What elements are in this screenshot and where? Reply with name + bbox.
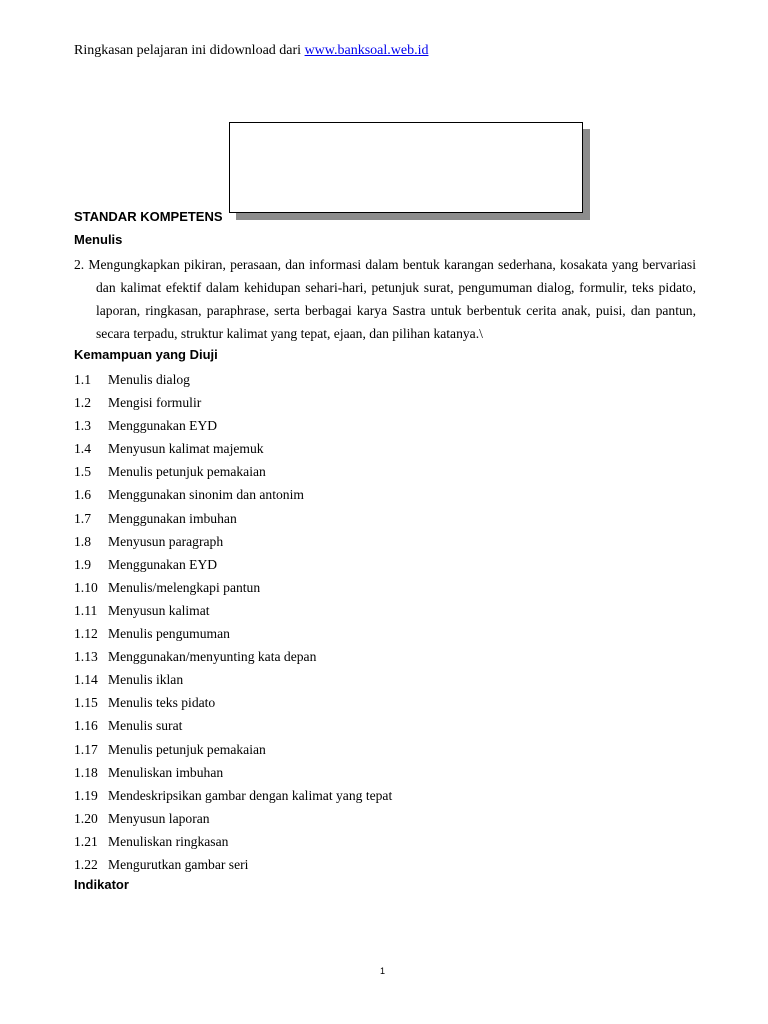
item-number: 1.1 xyxy=(74,372,91,387)
item-text: Menulis dialog xyxy=(108,372,190,387)
list-item xyxy=(74,645,392,668)
list-item xyxy=(74,530,392,553)
kemampuan-heading: Kemampuan yang Diuji xyxy=(74,347,218,362)
item-number: 1.20 xyxy=(74,810,98,826)
item-text: Mendeskripsikan gambar dengan kalimat yang tepat xyxy=(108,787,393,803)
item-text: Menggunakan sinonim dan antonim xyxy=(108,487,304,503)
list-item xyxy=(74,668,392,691)
download-source-text: Ringkasan pelajaran ini didownload dari xyxy=(74,43,305,58)
item-number: 1.19 xyxy=(74,787,98,803)
item-text: Menulis petunjuk pemakaian xyxy=(108,741,266,757)
item-number: 1.12 xyxy=(74,626,98,642)
standar-kompetensi-heading: STANDAR KOMPETENS xyxy=(74,209,223,224)
list-item xyxy=(74,622,392,645)
list-item xyxy=(74,761,392,784)
list-item xyxy=(74,691,392,714)
item-text: Menggunakan/menyunting kata depan xyxy=(108,649,317,665)
list-item xyxy=(74,784,392,807)
item-number: 1.9 xyxy=(74,556,91,572)
item-number: 1.2 xyxy=(74,395,91,411)
item-text: Menulis teks pidato xyxy=(108,695,216,711)
item-number: 1.8 xyxy=(74,533,91,549)
item-number: 1.14 xyxy=(74,672,98,688)
item-number: 1.22 xyxy=(74,856,98,872)
item-number: 1.11 xyxy=(74,602,98,618)
standar-kompetensi-text: 2. Mengungkapkan pikiran, perasaan, dan informasi dalam bentuk karangan sederhana, kosakata yang bervariasi dan kalimat efektif dalam kehidupan sehari-hari, petunjuk surat, pengumuman dialog, formulir, teks pidato, laporan, ringkasan, paraphrase, serta berbagai karya Sastra untuk berbentuk cerita anak, puisi, dan pantun, secara terpadu, struktur kalimat yang tepat, ejaan, dan pilihan katanya.\ xyxy=(74,257,696,341)
download-source-line xyxy=(74,43,428,59)
list-item xyxy=(74,853,392,876)
list-item xyxy=(74,738,392,761)
item-text: Menyusun laporan xyxy=(108,810,210,826)
list-item xyxy=(74,507,392,530)
list-item xyxy=(74,483,392,506)
item-number: 1.17 xyxy=(74,741,98,757)
list-item xyxy=(74,368,392,391)
item-number: 1.13 xyxy=(74,649,98,665)
list-item xyxy=(74,807,392,830)
list-item xyxy=(74,714,392,737)
item-number: 1.15 xyxy=(74,695,98,711)
item-number: 1.3 xyxy=(74,418,91,434)
item-text: Menyusun paragraph xyxy=(108,533,224,549)
item-text: Menuliskan ringkasan xyxy=(108,833,229,849)
item-number: 1.18 xyxy=(74,764,98,780)
list-item xyxy=(74,437,392,460)
item-number: 1.6 xyxy=(74,487,91,503)
item-number: 1.7 xyxy=(74,510,91,526)
list-item xyxy=(74,576,392,599)
item-text: Menyusun kalimat xyxy=(108,602,210,618)
title-box xyxy=(229,122,583,213)
indikator-heading: Indikator xyxy=(74,877,129,892)
item-text: Mengurutkan gambar seri xyxy=(108,856,249,872)
item-text: Menulis pengumuman xyxy=(108,626,230,642)
competency-list xyxy=(74,368,392,876)
list-item xyxy=(74,830,392,853)
item-text: Mengisi formulir xyxy=(108,395,202,411)
item-text: Menggunakan EYD xyxy=(108,418,218,434)
list-item xyxy=(74,599,392,622)
list-item xyxy=(74,460,392,483)
item-text: Menggunakan EYD xyxy=(108,556,218,572)
item-number: 1.21 xyxy=(74,833,98,849)
menulis-heading: Menulis xyxy=(74,232,123,247)
list-item xyxy=(74,553,392,576)
item-text: Menggunakan imbuhan xyxy=(108,510,237,526)
item-number: 1.16 xyxy=(74,718,98,734)
item-text: Menyusun kalimat majemuk xyxy=(108,441,264,457)
item-number: 1.5 xyxy=(74,464,91,480)
item-number: 1.4 xyxy=(74,441,91,457)
item-text: Menulis surat xyxy=(108,718,183,734)
page-number: 1 xyxy=(380,966,386,976)
item-text: Menuliskan imbuhan xyxy=(108,764,224,780)
item-text: Menulis/melengkapi pantun xyxy=(108,579,261,595)
item-text: Menulis petunjuk pemakaian xyxy=(108,464,266,480)
banksoal-link[interactable]: www.banksoal.web.id xyxy=(304,43,429,58)
item-text: Menulis iklan xyxy=(108,672,184,688)
list-item xyxy=(74,414,392,437)
list-item xyxy=(74,391,392,414)
item-number: 1.10 xyxy=(74,579,98,595)
